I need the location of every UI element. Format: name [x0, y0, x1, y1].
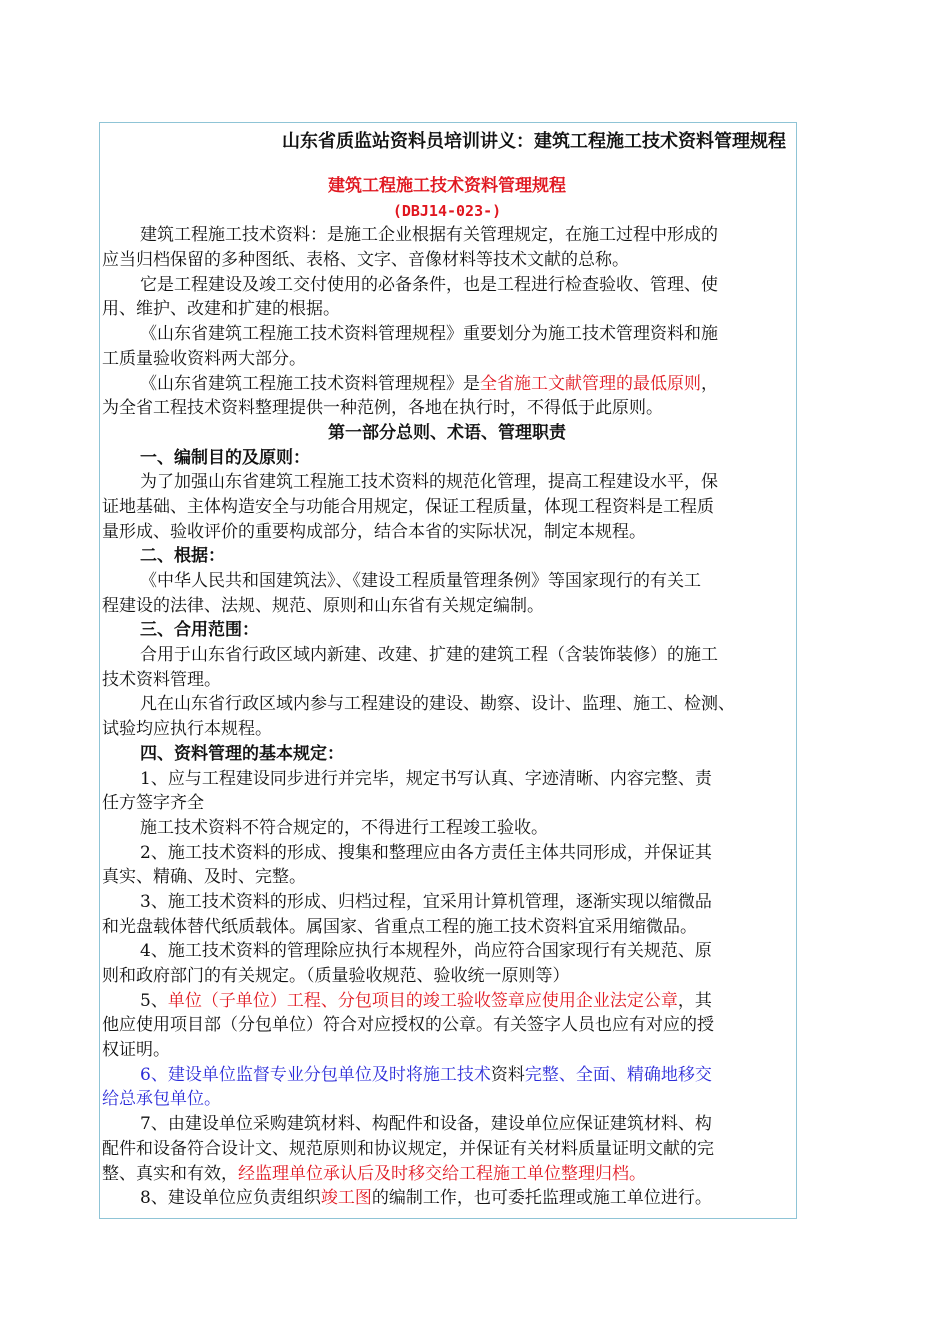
- section-text: 《中华人民共和国建筑法》、《建设工程质量管理条例》等国家现行的有关工: [140, 571, 701, 591]
- text-segment: ，其: [677, 990, 712, 1011]
- section-heading: 二、根据：: [140, 546, 225, 567]
- rule-item-cont: 和光盘载体替代纸质载体。属国家、省重点工程的施工技术资料宜采用缩微品。: [102, 916, 697, 937]
- rule-item: 3、施工技术资料的形成、归档过程，宜采用计算机管理，逐渐实现以缩微品: [140, 891, 712, 912]
- rule-item: [102, 989, 792, 1014]
- text-segment: 8、建设单位应负责组织: [140, 1188, 321, 1209]
- blue-text: 完整、全面、精确地移交: [524, 1064, 712, 1085]
- section-text: 为了加强山东省建筑工程施工技术资料的规范化管理，提高工程建设水平，保: [140, 472, 718, 493]
- highlight-text: 全省施工文献管理的最低原则: [480, 373, 701, 394]
- section-text: 试验均应执行本规程。: [102, 719, 272, 740]
- text-segment: 资料: [490, 1064, 525, 1085]
- text-segment: 5、: [140, 990, 168, 1011]
- rule-item-cont: 则和政府部门的有关规定。（质量验收规范、验收统一原则等）: [102, 966, 570, 986]
- intro-paragraph-4: [102, 372, 792, 397]
- text-segment: ，: [701, 373, 718, 394]
- highlight-text: 竣工图: [320, 1188, 372, 1209]
- section-text: 合用于山东省行政区域内新建、改建、扩建的建筑工程（含装饰装修）的施工: [140, 645, 718, 666]
- section-heading: 四、资料管理的基本规定：: [140, 743, 344, 764]
- intro-paragraph-2-cont: 用、维护、改建和扩建的根据。: [102, 299, 340, 320]
- rule-item-cont: 配件和设备符合设计文、规范原则和协议规定，并保证有关材料质量证明文献的完: [102, 1138, 714, 1159]
- rule-item: [102, 1063, 792, 1088]
- section-heading: 三、合用范围：: [140, 620, 259, 641]
- intro-paragraph-3-cont: 工质量验收资料两大部分。: [102, 348, 306, 369]
- part-title: 第一部分总则、术语、管理职责: [328, 422, 566, 443]
- highlight-text: 单位（子单位）工程、分包项目的竣工验收签章应使用企业法定公章: [167, 990, 678, 1011]
- section-text: 技术资料管理。: [102, 669, 221, 690]
- rule-item-cont: 他应使用项目部（分包单位）符合对应授权的公章。有关签字人员也应有对应的授: [102, 1015, 714, 1036]
- rule-item: [102, 1186, 792, 1211]
- intro-paragraph-1: 建筑工程施工技术资料：是施工企业根据有关管理规定，在施工过程中形成的: [140, 225, 718, 246]
- spacer: [102, 156, 792, 174]
- standard-code: (DBJ14-023-): [392, 201, 502, 220]
- rule-item: 7、由建设单位采购建筑材料、构配件和设备，建设单位应保证建筑材料、构: [140, 1114, 712, 1135]
- rule-item-cont: 任方签字齐全: [102, 793, 204, 814]
- section-text: 量形成、验收评价的重要构成部分，结合本省的实际状况，制定本规程。: [102, 521, 646, 542]
- rule-item-cont: [102, 1162, 792, 1187]
- document-title: 建筑工程施工技术资料管理规程: [328, 176, 566, 196]
- text-segment: 整、真实和有效，: [102, 1163, 238, 1184]
- text-segment: 的编制工作，也可委托监理或施工单位进行。: [371, 1188, 712, 1209]
- text-segment: 《山东省建筑工程施工技术资料管理规程》是: [140, 373, 480, 394]
- rule-item-cont: 权证明。: [102, 1040, 170, 1061]
- blue-text: 6、建设单位监督专业分包单位及时将施工技术: [140, 1064, 491, 1085]
- section-text: 程建设的法律、法规、规范、原则和山东省有关规定编制。: [102, 595, 544, 616]
- rule-item: 2、施工技术资料的形成、搜集和整理应由各方责任主体共同形成，并保证其: [140, 842, 712, 863]
- rule-item: 4、施工技术资料的管理除应执行本规程外，尚应符合国家现行有关规范、原: [140, 941, 712, 962]
- section-heading: 一、编制目的及原则：: [140, 447, 310, 468]
- rule-item-cont: 真实、精确、及时、完整。: [102, 867, 306, 888]
- rule-item-note: 施工技术资料不符合规定的，不得进行工程竣工验收。: [140, 817, 548, 838]
- document-body: [102, 128, 792, 1211]
- highlight-text: 经监理单位承认后及时移交给工程施工单位整理归档。: [238, 1163, 646, 1184]
- rule-item: 1、应与工程建设同步进行并完毕，规定书写认真、字迹清晰、内容完整、责: [140, 768, 712, 789]
- section-text: 证地基础、主体构造安全与功能合用规定，保证工程质量，体现工程资料是工程质: [102, 496, 714, 517]
- intro-paragraph-4-cont: 为全省工程技术资料整理提供一种范例，各地在执行时，不得低于此原则。: [102, 398, 663, 419]
- document-header: 山东省质监站资料员培训讲义：建筑工程施工技术资料管理规程: [282, 131, 786, 152]
- intro-paragraph-2: 它是工程建设及竣工交付使用的必备条件，也是工程进行检查验收、管理、使: [140, 274, 718, 295]
- intro-paragraph-3: 《山东省建筑工程施工技术资料管理规程》重要划分为施工技术管理资料和施: [140, 324, 718, 345]
- rule-item-cont: 给总承包单位。: [102, 1089, 221, 1110]
- intro-paragraph-1-cont: 应当归档保留的多种图纸、表格、文字、音像材料等技术文献的总称。: [102, 250, 629, 271]
- section-text: 凡在山东省行政区域内参与工程建设的建设、勘察、设计、监理、施工、检测、: [140, 694, 735, 715]
